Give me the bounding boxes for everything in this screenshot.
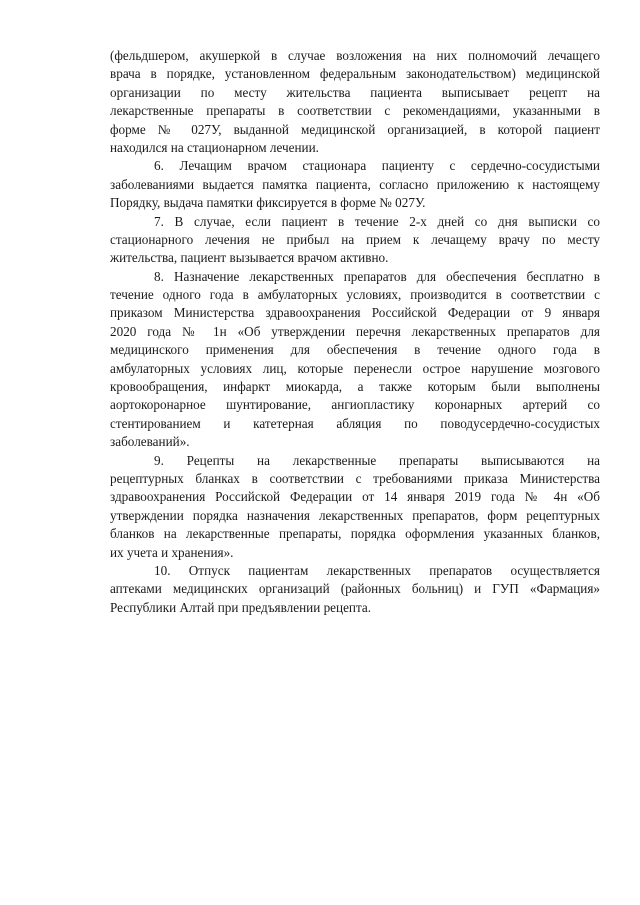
document-body [110,47,600,617]
text-line: 6. Лечащим врачом стационара пациенту с сердечно-сосудистыми [154,158,600,174]
text-line: приказом Министерства здравоохранения Российской Федерации от 9 января [110,305,600,321]
text-line: здравоохранения Российской Федерации от 14 января 2019 года № 4н «Об [110,489,600,505]
text-line: организации по месту жительства пациента выписывает рецепт на [110,84,600,100]
text-line: утверждении порядка назначения лекарственных препаратов, форм рецептурных [110,507,600,523]
text-line: амбулаторных условиях лиц, которые перенесли острое нарушение мозгового [110,360,600,376]
text-line: врача в порядке, установленном федеральным законодательством) медицинской [110,66,600,82]
paragraph-6 [110,157,600,212]
text-line: жительства, пациент вызывается врачом активно. [110,250,389,266]
text-line: рецептурных бланках в соответствии с требованиями приказа Министерства [110,470,600,486]
text-line: 2020 года № 1н «Об утверждении перечня лекарственных препаратов для [110,323,600,339]
text-line: аортокоронарное шунтирование, ангиопластику коронарных артерий со [110,397,600,413]
paragraph-8 [110,268,600,452]
text-line: Порядку, выдача памятки фиксируется в форме № 027У. [110,195,426,211]
paragraph-continuation [110,47,600,157]
paragraph-7 [110,213,600,268]
text-line: стационарного лечения не прибыл на прием к лечащему врачу по месту [110,231,600,247]
text-line: заболеваний». [110,434,190,450]
paragraph-10 [110,562,600,617]
text-line: 10. Отпуск пациентам лекарственных препаратов осуществляется [154,562,600,578]
text-line: Республики Алтай при предъявлении рецепта. [110,599,372,615]
text-line: стентированием и катетерная абляция по поводусердечно-сосудистых [110,415,600,431]
text-line: (фельдшером, акушеркой в случае возложения на них полномочий лечащего [110,48,600,63]
text-line: лекарственные препараты в соответствии с рекомендациями, указанными в [110,103,600,119]
text-line: кровообращения, инфаркт миокарда, а также которым были выполнены [110,379,600,395]
text-line: бланков на лекарственные препараты, порядка оформления указанных бланков, [110,526,600,542]
text-line: находился на стационарном лечении. [110,139,319,155]
text-line: течение одного года в амбулаторных условиях, производится в соответствии с [110,287,600,303]
paragraph-9 [110,452,600,562]
text-line: заболеваниями выдается памятка пациента, согласно приложению к настоящему [110,176,600,192]
text-line: форме № 027У, выданной медицинской организацией, в которой пациент [110,121,600,137]
text-line: их учета и хранения». [110,544,234,560]
text-line: 7. В случае, если пациент в течение 2-х дней со дня выписки со [154,213,600,229]
text-line: 9. Рецепты на лекарственные препараты выписываются на [154,452,600,468]
text-line: 8. Назначение лекарственных препаратов для обеспечения бесплатно в [154,268,600,284]
text-line: аптеками медицинских организаций (районных больниц) и ГУП «Фармация» [110,581,600,597]
text-line: медицинского применения для обеспечения в течение одного года в [110,342,600,358]
